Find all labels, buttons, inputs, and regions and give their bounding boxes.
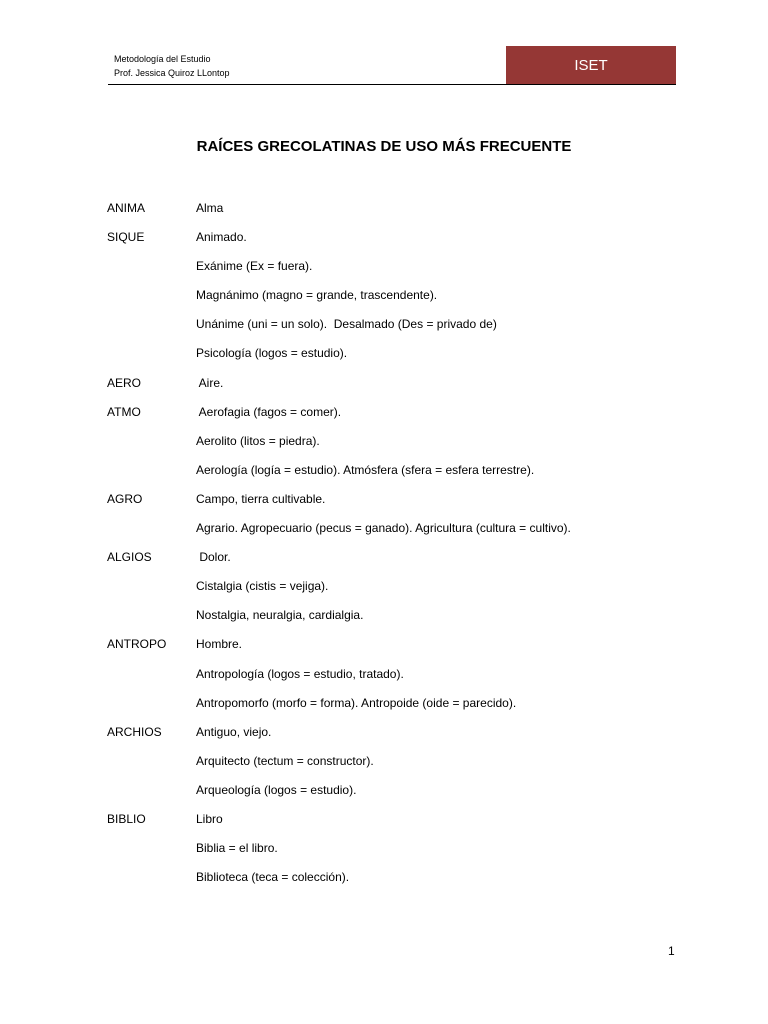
list-item bbox=[107, 460, 707, 489]
root-meaning: Cistalgia (cistis = vejiga). bbox=[196, 579, 329, 594]
root-meaning: Animado. bbox=[196, 230, 247, 245]
root-term: AERO bbox=[107, 375, 142, 390]
page-header bbox=[108, 46, 676, 85]
list-item bbox=[107, 373, 707, 402]
list-item bbox=[107, 343, 707, 372]
list-item bbox=[107, 256, 707, 285]
root-meaning: Hombre. bbox=[196, 637, 243, 652]
list-item bbox=[107, 285, 707, 314]
header-divider bbox=[108, 84, 676, 85]
list-item bbox=[107, 489, 707, 518]
root-meaning: Aerolito (litos = piedra). bbox=[196, 433, 320, 448]
list-item bbox=[107, 547, 707, 576]
root-meaning: Agrario. Agropecuario (pecus = ganado). Agricultura (cultura = cultivo). bbox=[196, 521, 571, 536]
course-name: Metodología del Estudio bbox=[114, 54, 211, 64]
root-meaning: Psicología (logos = estudio). bbox=[196, 346, 348, 361]
root-meaning: Aerología (logía = estudio). Atmósfera (sfera = esfera terrestre). bbox=[196, 462, 535, 477]
list-item bbox=[107, 751, 707, 780]
root-term: BIBLIO bbox=[107, 811, 146, 826]
list-item bbox=[107, 402, 707, 431]
root-term: ARCHIOS bbox=[107, 724, 162, 739]
roots-list bbox=[107, 198, 707, 896]
root-term: ANTROPO bbox=[107, 637, 167, 652]
root-meaning: Alma bbox=[196, 201, 224, 215]
root-term: ANIMA bbox=[107, 201, 146, 215]
header-info bbox=[114, 52, 230, 80]
page-title: RAÍCES GRECOLATINAS DE USO MÁS FRECUENTE bbox=[196, 138, 572, 155]
list-item bbox=[107, 867, 707, 896]
root-meaning: Antropología (logos = estudio, tratado). bbox=[196, 666, 404, 681]
root-meaning: Unánime (uni = un solo). Desalmado (Des = privado de) bbox=[196, 317, 497, 332]
list-item bbox=[107, 809, 707, 838]
root-meaning: Libro bbox=[196, 811, 223, 826]
institution-badge: ISET bbox=[506, 46, 676, 84]
root-meaning: Aire. bbox=[196, 375, 224, 390]
list-item bbox=[107, 693, 707, 722]
list-item bbox=[107, 518, 707, 547]
root-meaning: Magnánimo (magno = grande, trascendente). bbox=[196, 288, 438, 303]
root-term: SIQUE bbox=[107, 230, 145, 245]
root-meaning: Exánime (Ex = fuera). bbox=[196, 259, 313, 274]
list-item bbox=[107, 314, 707, 343]
list-item bbox=[107, 431, 707, 460]
root-meaning: Biblia = el libro. bbox=[196, 841, 278, 856]
list-item bbox=[107, 664, 707, 693]
list-item bbox=[107, 576, 707, 605]
list-item bbox=[107, 198, 707, 227]
page-number: 1 bbox=[668, 944, 675, 958]
root-meaning: Nostalgia, neuralgia, cardialgia. bbox=[196, 608, 364, 623]
list-item bbox=[107, 838, 707, 867]
root-meaning: Aerofagia (fagos = comer). bbox=[196, 404, 342, 419]
root-meaning: Campo, tierra cultivable. bbox=[196, 491, 326, 506]
list-item bbox=[107, 634, 707, 663]
root-meaning: Biblioteca (teca = colección). bbox=[196, 870, 350, 885]
root-meaning: Antropomorfo (morfo = forma). Antropoide (oide = parecido). bbox=[196, 695, 517, 710]
list-item bbox=[107, 605, 707, 634]
list-item bbox=[107, 227, 707, 256]
root-term: AGRO bbox=[107, 491, 143, 506]
list-item bbox=[107, 780, 707, 809]
root-meaning: Antiguo, viejo. bbox=[196, 724, 272, 739]
root-meaning: Arqueología (logos = estudio). bbox=[196, 782, 357, 797]
root-meaning: Dolor. bbox=[196, 550, 231, 565]
root-meaning: Arquitecto (tectum = constructor). bbox=[196, 753, 374, 768]
list-item bbox=[107, 722, 707, 751]
root-term: ALGIOS bbox=[107, 550, 152, 565]
professor-name: Prof. Jessica Quiroz LLontop bbox=[114, 68, 230, 78]
root-term: ATMO bbox=[107, 404, 141, 419]
